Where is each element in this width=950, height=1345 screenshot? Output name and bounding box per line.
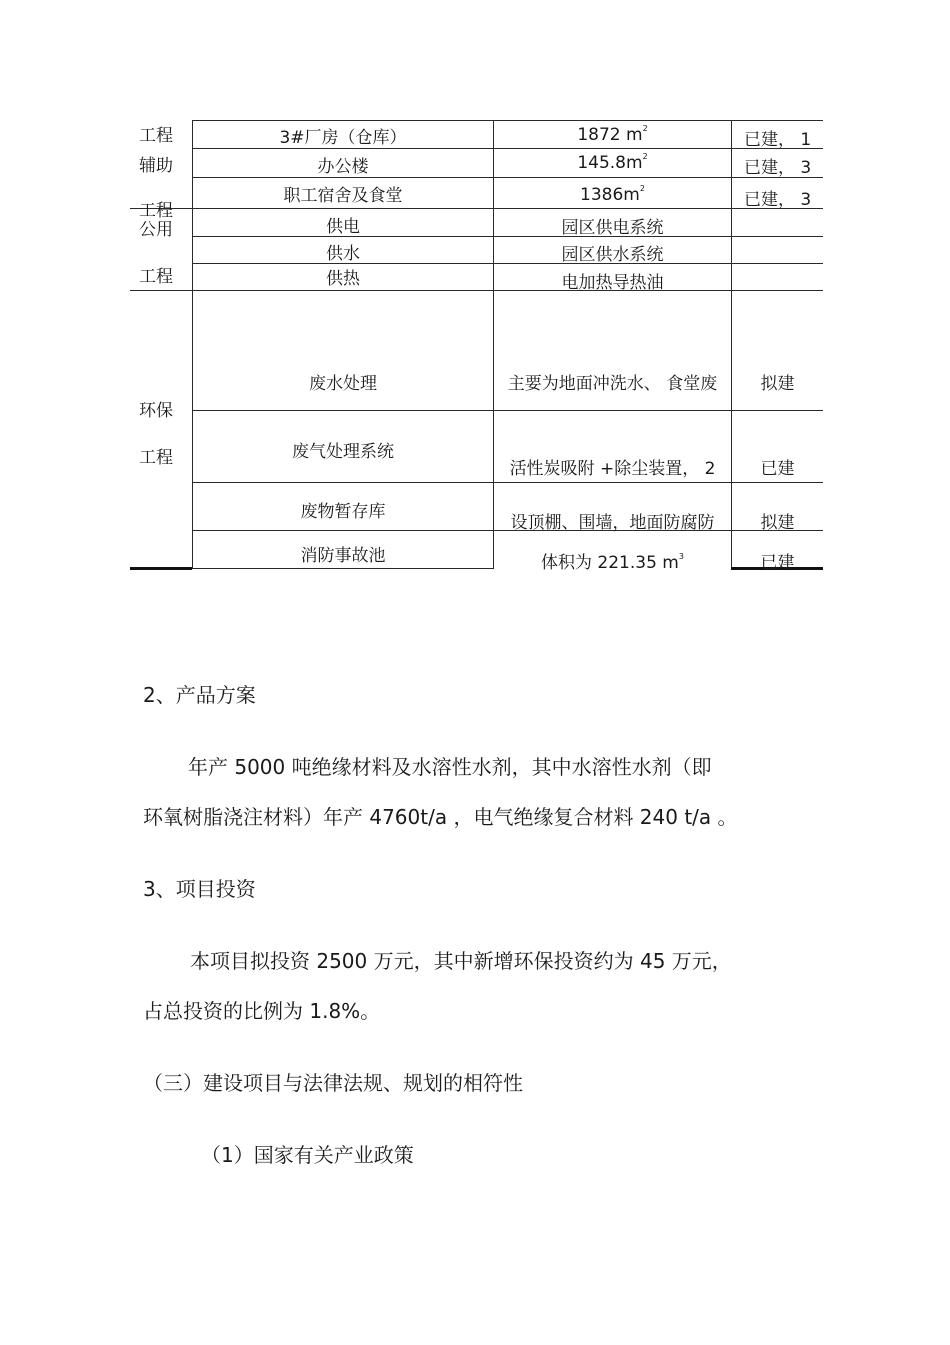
table-row-divider [192,148,823,149]
table-cell-name: 办公楼 [317,157,369,177]
table-cell-spec: 园区供电系统 [561,218,664,238]
table-cell-spec: 活性炭吸附 +除尘装置， 2 [509,459,716,479]
table-cell-spec: 体积为 221.35 $m^3$ [541,552,684,573]
table-cell-spec: 电加热导热油 [561,273,664,293]
table-cell-name: 职工宿舍及食堂 [283,186,403,206]
table-bottom-border [130,567,192,570]
table-cell-status: 已建 [760,553,795,573]
table-cell-name: 废水处理 [309,374,377,394]
table-row-divider [192,177,823,178]
table-cell-spec: $1386m^2$ [580,184,645,205]
table-cell-status: 已建， 1 [744,130,812,150]
table-cell-name: 3#厂房（仓库） [279,128,407,148]
category-label: 公用 [139,220,173,240]
table-row-divider [130,208,823,209]
table-col-divider [731,120,732,569]
category-label: 工程 [139,267,173,287]
table-cell-status: 拟建 [760,513,795,533]
section-heading-policy: （1）国家有关产业政策 [201,1143,414,1167]
category-label: 环保 [139,401,173,421]
table-cell-status: 拟建 [760,374,795,394]
category-label: 工程 [139,448,173,468]
section-heading-product: 2、产品方案 [143,683,256,707]
table-cell-spec: 设顶棚、围墙，地面防腐防 [510,513,715,533]
table-cell-status: 已建 [760,459,795,479]
paragraph-line: 占总投资的比例为 1.8%。 [143,999,381,1023]
table-cell-name: 供热 [326,269,360,289]
paragraph-line: 本项目拟投资 2500 万元，其中新增环保投资约为 45 万元， [190,949,732,973]
table-row-divider [192,482,823,483]
table-cell-name: 废物暂存库 [300,502,386,522]
table-cell-status: 已建， 3 [744,158,812,178]
table-bottom-border [192,568,493,569]
table-cell-spec: 主要为地面冲洗水、 食堂废 [507,374,718,394]
table-cell-name: 供电 [326,217,360,237]
category-label: 工程 [139,126,173,146]
paragraph-line: 年产 5000 吨绝缘材料及水溶性水剂，其中水溶性水剂（即 [188,755,712,779]
table-row-divider [192,410,823,411]
section-heading-investment: 3、项目投资 [143,877,256,901]
table-cell-status: 已建， 3 [744,190,812,210]
table-cell-name: 供水 [326,244,360,264]
table-cell-spec: $145.8m^2$ [577,152,648,173]
table-cell-spec: 园区供水系统 [561,245,664,265]
table-row-divider [192,120,823,121]
paragraph-line: 环氧树脂浇注材料）年产 4760t/a ，电气绝缘复合材料 240 t/a 。 [143,805,738,829]
section-heading-law: （三）建设项目与法律法规、规划的相符性 [143,1071,523,1095]
table-cell-spec: 1872 $m^2$ [577,124,648,145]
table-cell-name: 废气处理系统 [292,442,394,462]
category-label: 辅助 [139,156,173,176]
category-label: 工程 [139,201,173,221]
table-cell-name: 消防事故池 [300,546,386,566]
